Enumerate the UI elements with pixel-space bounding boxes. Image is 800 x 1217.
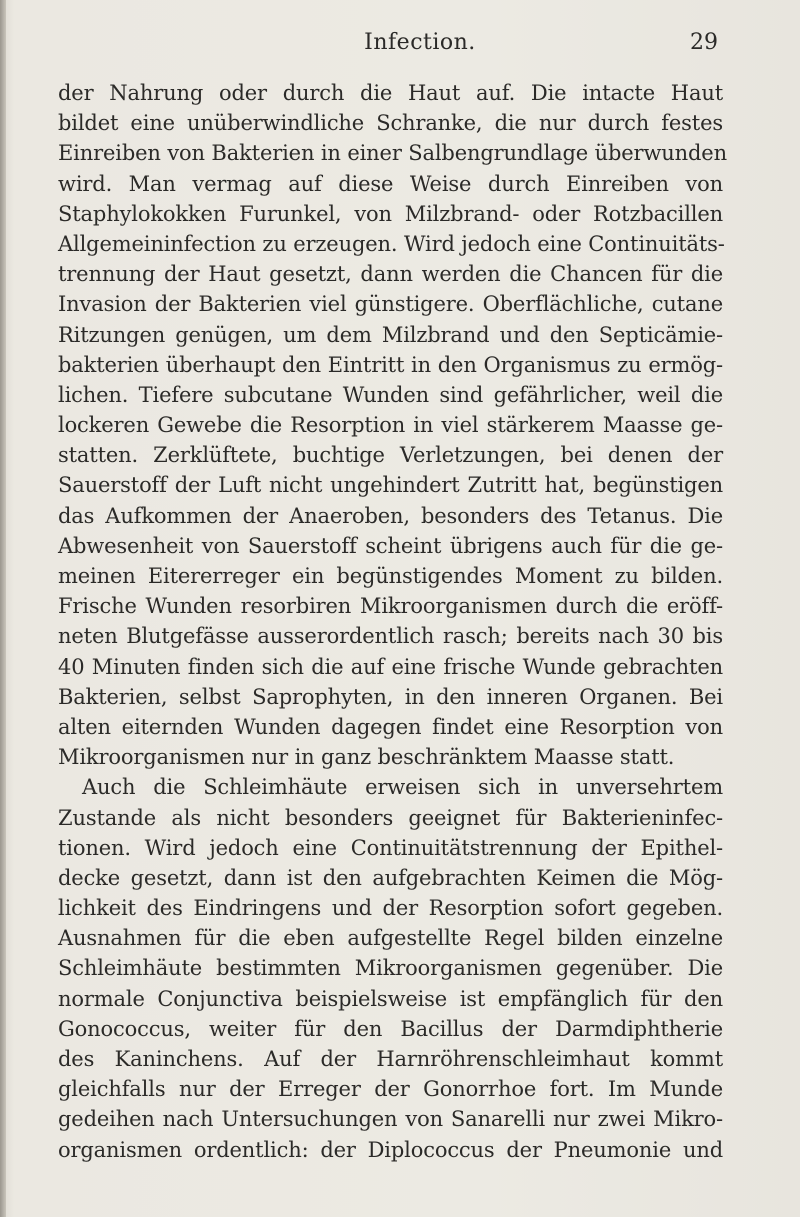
text-line: des Kaninchens. Auf der Harnröhrenschleimhaut kommt [58,1047,723,1071]
text-line: Ritzungen genügen, um dem Milzbrand und den Septicämie- [58,322,723,347]
text-line: Schleimhäute bestimmten Mikroorganismen gegenüber. Die [58,956,723,981]
text-line: gedeihen nach Untersuchungen von Sanarelli nur zwei Mikro- [58,1107,723,1132]
body-text [58,78,727,1165]
text-line: wird. Man vermag auf diese Weise durch Einreiben von [58,171,723,196]
text-line: Gonococcus, weiter für den Bacillus der Darmdiphtherie [58,1016,723,1041]
text-line: lichen. Tiefere subcutane Wunden sind gefährlicher, weil die [58,382,723,407]
text-line: normale Conjunctiva beispielsweise ist empfänglich für den [58,986,723,1011]
text-line: neten Blutgefässe ausserordentlich rasch; bereits nach 30 bis [58,624,723,649]
text-line: statten. Zerklüftete, buchtige Verletzungen, bei denen der [58,443,723,468]
text-line: decke gesetzt, dann ist den aufgebrachten Keimen die Mög- [58,865,723,890]
text-line: bildet eine unüberwindliche Schranke, die nur durch festes [58,111,723,136]
text-line: das Aufkommen der Anaeroben, besonders des Tetanus. Die [58,503,723,528]
text-line: Abwesenheit von Sauerstoff scheint übrigens auch für die ge- [58,533,723,558]
text-line: trennung der Haut gesetzt, dann werden die Chancen für die [58,262,723,287]
text-line: Invasion der Bakterien viel günstigere. Oberflächliche, cutane [58,292,723,317]
text-line: 40 Minuten finden sich die auf eine frische Wunde gebrachten [58,654,723,679]
text-line: Frische Wunden resorbiren Mikroorganismen durch die eröff- [58,594,723,619]
text-line: der Nahrung oder durch die Haut auf. Die intacte Haut [58,81,723,105]
text-line: tionen. Wird jedoch eine Continuitätstrennung der Epithel- [58,835,723,860]
text-line: lichkeit des Eindringens und der Resorption sofort gegeben. [58,896,723,921]
text-line: alten eiternden Wunden dagegen findet eine Resorption von [58,714,723,739]
text-line: organismen ordentlich: der Diplococcus der Pneumonie und [58,1137,723,1162]
text-line: Mikroorganismen nur in ganz beschränktem Maasse statt. [58,745,675,770]
text-line: Staphylokokken Furunkel, von Milzbrand- oder Rotzbacillen [58,201,723,226]
text-line: Allgemeininfection zu erzeugen. Wird jedoch eine Continuitäts- [58,231,725,256]
text-line: Zustande als nicht besonders geeignet für Bakterieninfec- [58,805,723,830]
text-line: Bakterien, selbst Saprophyten, in den inneren Organen. Bei [58,684,723,709]
text-line: Ausnahmen für die eben aufgestellte Regel bilden einzelne [58,926,723,951]
page-spine-shadow [0,0,6,1217]
text-line: bakterien überhaupt den Eintritt in den Organismus zu ermög- [58,352,723,377]
text-line: lockeren Gewebe die Resorption in viel stärkerem Maasse ge- [58,413,723,438]
running-title: Infection. [364,30,476,55]
text-line: Einreiben von Bakterien in einer Salbengrundlage überwunden [58,141,727,166]
text-line: gleichfalls nur der Erreger der Gonorrhoe fort. Im Munde [58,1077,723,1102]
text-line: Sauerstoff der Luft nicht ungehindert Zutritt hat, begünstigen [58,473,723,498]
page-header [60,30,780,64]
text-line: Auch die Schleimhäute erweisen sich in unversehrtem [82,775,723,800]
text-line: meinen Eitererreger ein begünstigendes Moment zu bilden. [58,564,723,588]
page-number: 29 [690,30,718,55]
